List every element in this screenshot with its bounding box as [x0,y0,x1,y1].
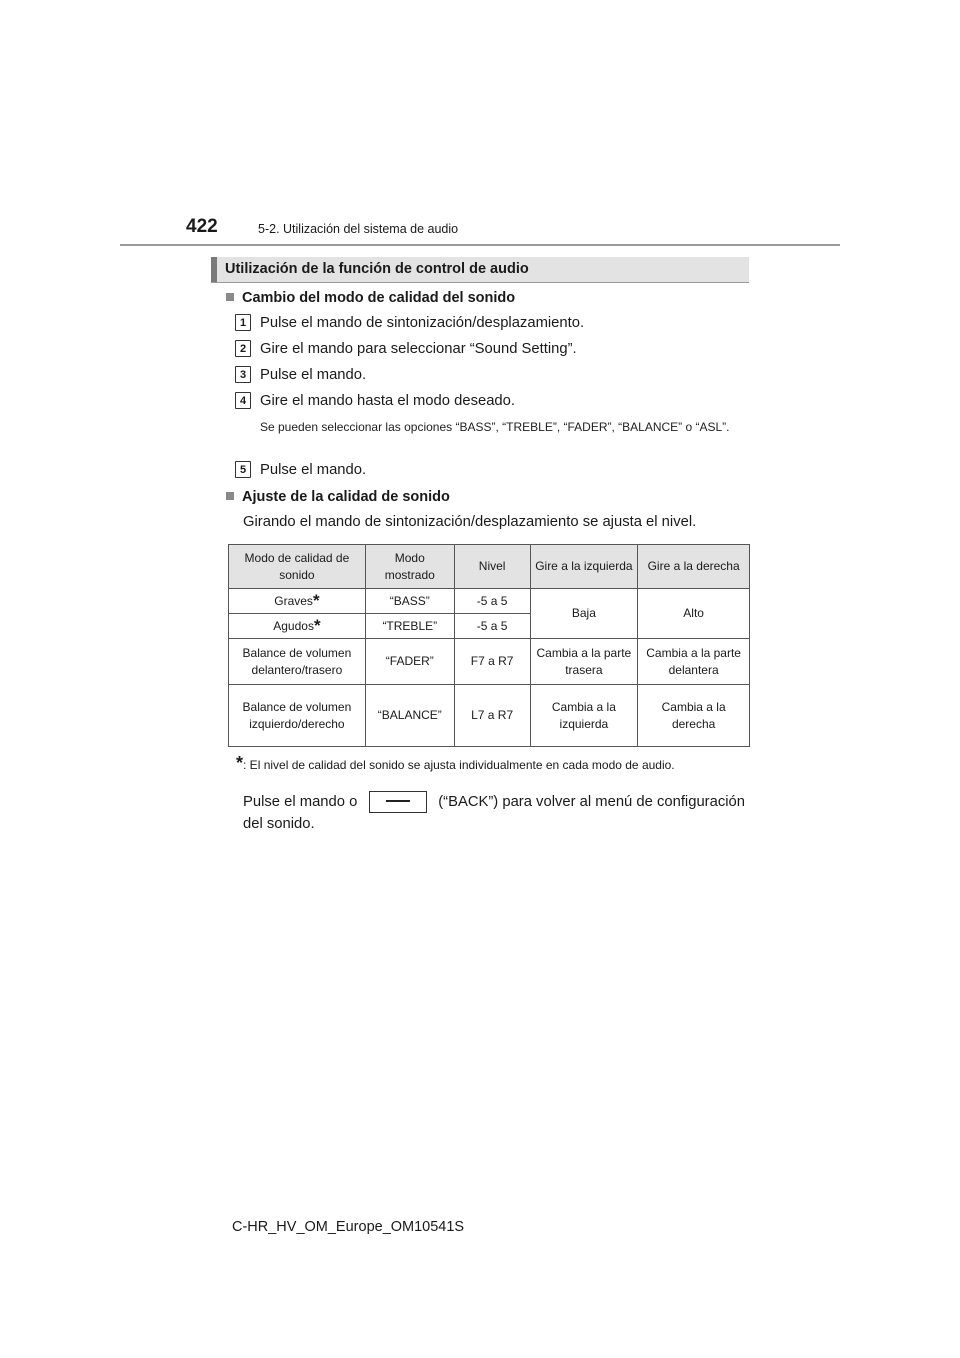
section-breadcrumb: 5-2. Utilización del sistema de audio [258,222,459,236]
table-cell: -5 a 5 [454,589,530,614]
table-row [229,589,750,614]
footnote-marker: * [236,753,244,773]
table-header-cell: Nivel [454,545,530,589]
step-text-4: Gire el mando hasta el modo deseado. [260,393,515,409]
table-footnote [236,753,675,774]
table-header-cell: Modo mostrado [365,545,454,589]
step-number-3: 3 [235,366,251,383]
step-text-3: Pulse el mando. [260,367,367,383]
asterisk-marker: * [312,590,320,610]
options-note: Se pueden seleccionar las opciones “BASS”, “TREBLE”, “FADER”, “BALANCE” o “ASL”. [260,420,730,434]
table-cell: Cambia a la parte trasera [530,639,638,685]
footer-document-code: C-HR_HV_OM_Europe_OM10541S [232,1219,465,1235]
step-number-2: 2 [235,340,251,357]
asterisk-marker: * [313,615,321,635]
step-text-2: Gire el mando para seleccionar “Sound Setting”. [260,341,577,357]
table-cell: “FADER” [365,639,454,685]
table-header-row [229,545,750,589]
subheading-adjust [226,489,450,505]
step-number-4: 4 [235,392,251,409]
back-instruction-after: (“BACK”) para volver al menú de configuración [438,794,745,810]
table-cell: Agudos* [229,614,366,639]
section-header-accent [211,257,217,282]
table-cell: Balance de volumen delantero/trasero [229,639,366,685]
table-cell: Cambia a la izquierda [530,685,638,747]
back-instruction-before: Pulse el mando o [243,794,358,810]
subheading-change-mode [226,290,515,306]
back-instruction-continued: del sonido. [243,816,315,832]
section-title: Utilización de la función de control de audio [225,261,529,277]
table-cell: Cambia a la derecha [638,685,750,747]
back-button-icon [369,791,427,813]
page-number: 422 [186,216,218,237]
step-text-5: Pulse el mando. [260,462,367,478]
step-text-1: Pulse el mando de sintonización/desplazamiento. [260,315,585,331]
table-cell: Alto [638,589,750,639]
sound-quality-table [228,544,750,747]
table-cell: Cambia a la parte delantera [638,639,750,685]
table-cell: Baja [530,589,638,639]
square-bullet-icon [226,293,234,301]
step-number-5: 5 [235,461,251,478]
table-cell: -5 a 5 [454,614,530,639]
table-header-cell: Gire a la derecha [638,545,750,589]
square-bullet-icon [226,492,234,500]
header-divider [120,244,840,246]
table-cell: Graves* [229,589,366,614]
table-cell: F7 a R7 [454,639,530,685]
subheading-text: Ajuste de la calidad de sonido [242,489,450,505]
table-cell: “TREBLE” [365,614,454,639]
table-header-cell: Gire a la izquierda [530,545,638,589]
adjust-text: Girando el mando de sintonización/desplazamiento se ajusta el nivel. [243,514,697,530]
table-cell: “BASS” [365,589,454,614]
footnote-text: : El nivel de calidad del sonido se ajusta individualmente en cada modo de audio. [243,758,675,772]
table-row [229,639,750,685]
table-header-cell: Modo de calidad de sonido [229,545,366,589]
table-cell: “BALANCE” [365,685,454,747]
table-cell: L7 a R7 [454,685,530,747]
table-cell: Balance de volumen izquierdo/derecho [229,685,366,747]
subheading-text: Cambio del modo de calidad del sonido [242,290,516,306]
table-row [229,685,750,747]
back-instruction [243,791,745,813]
step-number-1: 1 [235,314,251,331]
section-header [211,257,749,283]
